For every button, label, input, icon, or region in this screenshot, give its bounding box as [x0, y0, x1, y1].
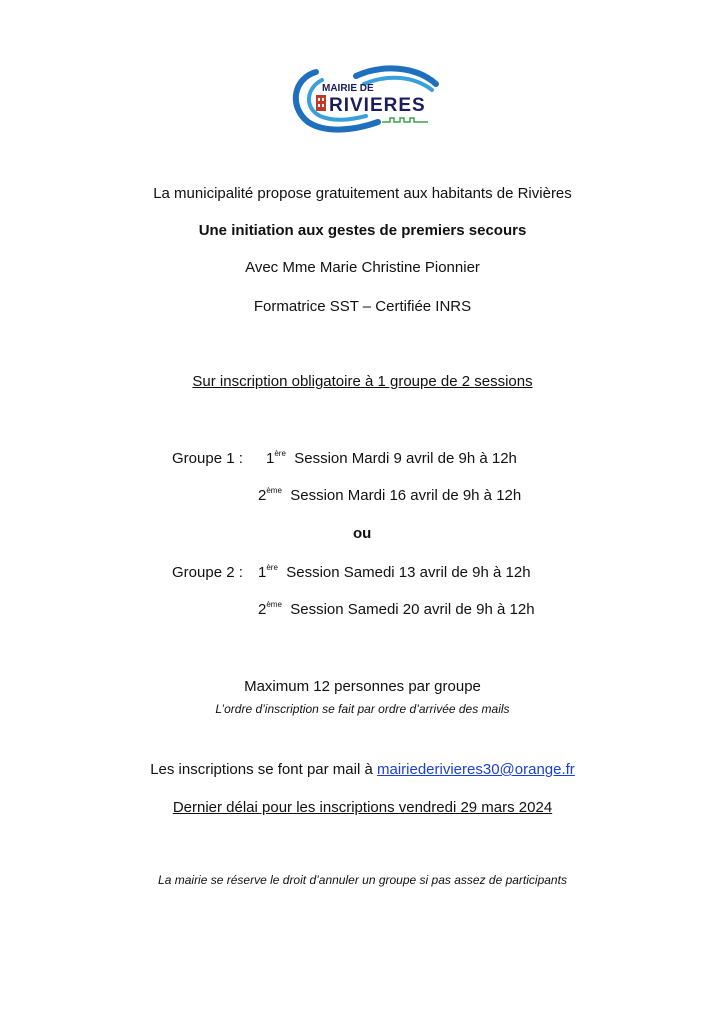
trainer-name: Avec Mme Marie Christine Pionnier — [245, 259, 480, 276]
email-link[interactable]: mairiederivieres30@orange.fr — [376, 761, 575, 778]
intro-line: La municipalité propose gratuitement aux habitants de Rivières — [153, 185, 572, 202]
logo-tower-icon — [316, 95, 326, 111]
registration-rule: Sur inscription obligatoire à 1 groupe de 2 sessions — [192, 373, 533, 390]
logo-line1: MAIRIE DE — [322, 83, 374, 94]
logo-wall-icon — [382, 118, 428, 122]
group-2-label: Groupe 2 : — [172, 564, 243, 581]
logo-line2: RIVIERES — [329, 95, 426, 116]
capacity-max: Maximum 12 personnes par groupe — [244, 678, 481, 695]
group-2-session-1: 1ère Session Samedi 13 avril de 9h à 12h — [258, 563, 531, 581]
logo-wave-top-light — [364, 78, 432, 90]
group-2-session-2: 2ème Session Samedi 20 avril de 9h à 12h — [258, 600, 535, 618]
deadline: Dernier délai pour les inscriptions vendredi 29 mars 2024 — [172, 799, 553, 816]
capacity-note: L’ordre d’inscription se fait par ordre d’arrivée des mails — [215, 702, 510, 716]
group-1-session-1: 1ère Session Mardi 9 avril de 9h à 12h — [266, 449, 517, 467]
trainer-certification: Formatrice SST – Certifiée INRS — [253, 298, 472, 315]
group-1-session-2: 2ème Session Mardi 16 avril de 9h à 12h — [258, 486, 522, 504]
disclaimer: La mairie se réserve le droit d’annuler un groupe si pas assez de participants — [158, 873, 567, 887]
contact-line: Les inscriptions se font par mail à mairiederivieres30@orange.fr — [150, 761, 575, 778]
or-separator: ou — [353, 525, 372, 542]
mairie-logo — [286, 64, 446, 134]
group-1-label: Groupe 1 : — [172, 450, 243, 467]
training-title: Une initiation aux gestes de premiers secours — [198, 222, 527, 239]
